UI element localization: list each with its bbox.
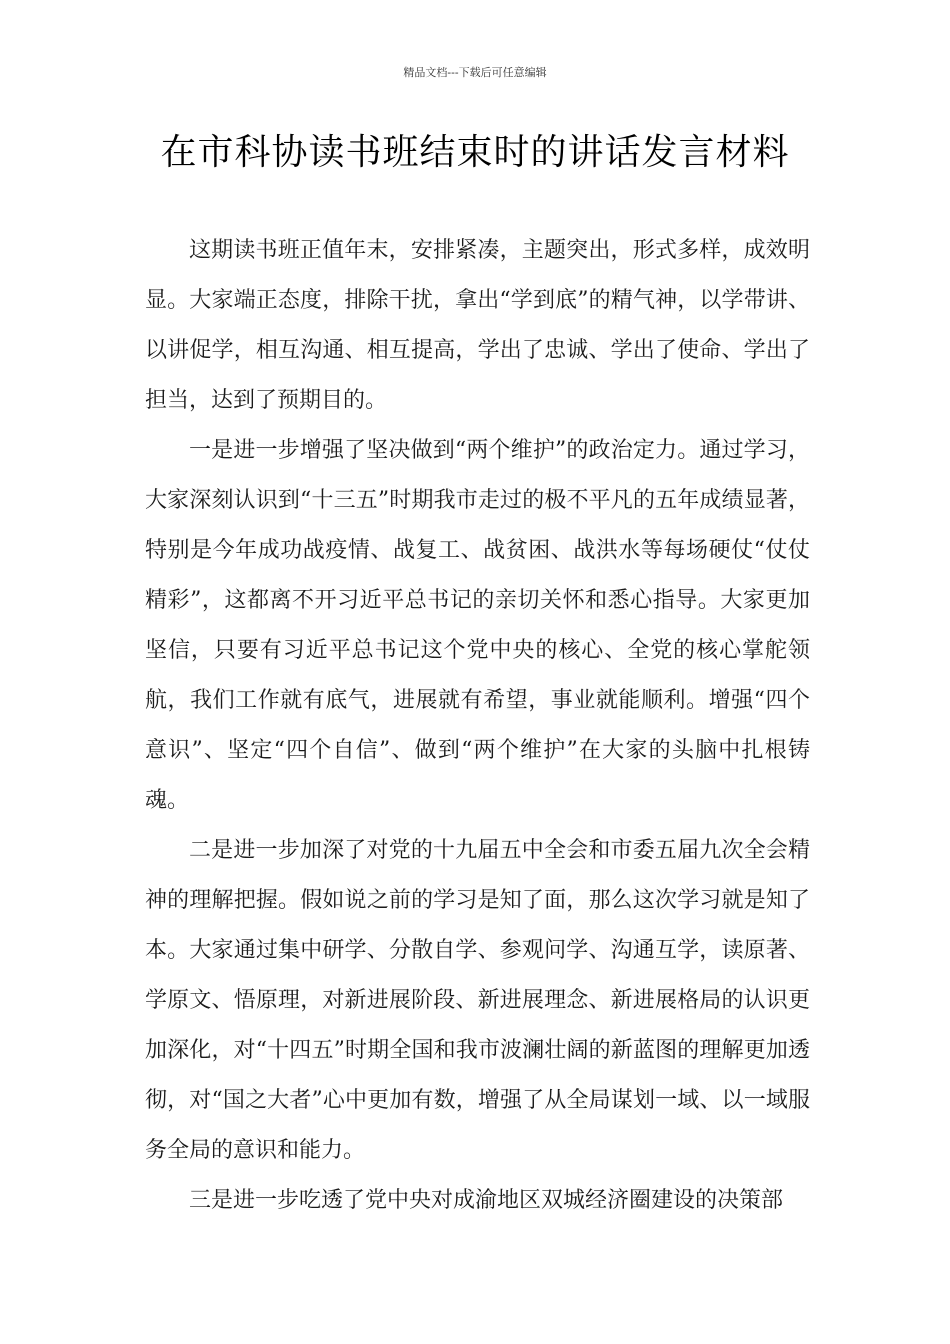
document-title: 在市科协读书班结束时的讲话发言材料 <box>160 132 790 173</box>
header-note: 精品文档---下载后可任意编辑 <box>403 66 547 79</box>
paragraph-point-three: 三是进一步吃透了党中央对成渝地区双城经济圈建设的决策部 <box>189 1188 784 1213</box>
paragraph-intro: 这期读书班正值年末，安排紧凑，主题突出，形式多样，成效明显。大家端正态度，排除干扰，拿出“学到底”的精气神，以学带讲、以讲促学，相互沟通、相互提高，学出了忠诚、学出了使命、学出了担当，达到了预期目的。 <box>145 238 810 413</box>
paragraph-point-one: 一是进一步增强了坚决做到“两个维护”的政治定力。通过学习，大家深刻认识到“十三五”时期我市走过的极不平凡的五年成绩显著，特别是今年成功战疫情、战复工、战贫困、战洪水等每场硬仗“仗仗精彩”，这都离不开习近平总书记的亲切关怀和悉心指导。大家更加坚信，只要有习近平总书记这个党中央的核心、全党的核心掌舵领航，我们工作就有底气，进展就有希望，事业就能顺利。增强“四个意识”、坚定“四个自信”、做到“两个维护”在大家的头脑中扎根铸魂。 <box>145 438 810 813</box>
document-body <box>145 226 810 1226</box>
paragraph-point-two: 二是进一步加深了对党的十九届五中全会和市委五届九次全会精神的理解把握。假如说之前的学习是知了面，那么这次学习就是知了本。大家通过集中研学、分散自学、参观问学、沟通互学，读原著、学原文、悟原理，对新进展阶段、新进展理念、新进展格局的认识更加深化，对“十四五”时期全国和我市波澜壮阔的新蓝图的理解更加透彻，对“国之大者”心中更加有数，增强了从全局谋划一域、以一域服务全局的意识和能力。 <box>145 838 810 1163</box>
